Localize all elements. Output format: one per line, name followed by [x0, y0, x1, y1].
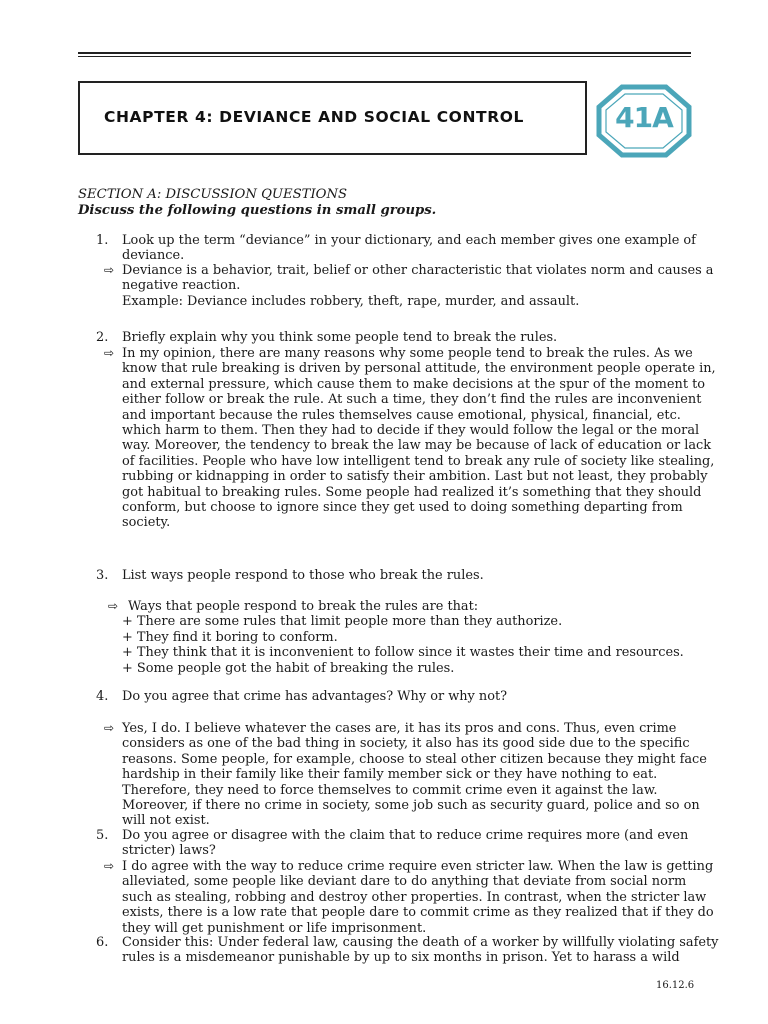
answer-text-line: of facilities. People who have low intelligent tend to break any rule of society like stealing,	[122, 453, 715, 469]
answer-text-line: + There are some rules that limit people more than they authorize.	[122, 614, 563, 630]
answer-text-line: either follow or break the rule. At such a time, they don’t find the rules are inconvenient	[122, 392, 702, 408]
chapter-title: CHAPTER 4: DEVIANCE AND SOCIAL CONTROL	[104, 108, 524, 126]
answer-text-line: Deviance is a behavior, trait, belief or other characteristic that violates norm and causes a	[122, 263, 714, 278]
top-rule	[78, 52, 691, 54]
question-text-line: deviance.	[122, 248, 185, 264]
answer-text-line: conform, but choose to ignore since they get used to doing something departing from	[122, 500, 683, 515]
answer-text-line: society.	[122, 515, 171, 531]
question-text-line: Consider this: Under federal law, causing the death of a worker by willfully violating safety	[122, 935, 719, 950]
answer-text-line: know that rule breaking is driven by personal attitude, the environment people operate in,	[122, 361, 716, 377]
question-text-line: Do you agree or disagree with the claim that to reduce crime requires more (and even	[122, 828, 689, 843]
answer-text-line: hardship in their family like their family member sick or they have nothing to eat.	[122, 767, 658, 783]
question-number: 3.	[96, 568, 109, 583]
question-number: 6.	[96, 935, 109, 950]
question-number: 4.	[96, 689, 109, 704]
answer-text-line: and important because the rules themselves cause emotional, physical, financial, etc.	[122, 407, 681, 423]
arrow-right-icon: ⇨	[104, 346, 115, 360]
answer-text-line: got habitual to breaking rules. Some people had realized it’s something that they should	[122, 484, 702, 500]
answer-text-line: way. Moreover, the tendency to break the law may be because of lack of education or lack	[122, 438, 712, 454]
arrow-right-icon: ⇨	[104, 263, 115, 277]
question-number: 1.	[96, 233, 109, 248]
answer-text-line: + Some people got the habit of breaking the rules.	[122, 660, 455, 676]
question-text-line: Briefly explain why you think some people tend to break the rules.	[122, 330, 558, 345]
question-number: 2.	[96, 330, 109, 345]
top-rule-thin	[78, 56, 691, 57]
question-text-line: Do you agree that crime has advantages? Why or why not?	[122, 689, 508, 704]
answer-text-line: I do agree with the way to reduce crime require even stricter law. When the law is getting	[122, 859, 714, 874]
section-title: SECTION A: DISCUSSION QUESTIONS	[78, 187, 348, 202]
question-text-line: List ways people respond to those who break the rules.	[122, 568, 484, 583]
question-text-line: Look up the term “deviance” in your dictionary, and each member gives one example of	[122, 233, 696, 248]
answer-text-line: and external pressure, which cause them to make decisions at the spur of the moment to	[122, 376, 706, 392]
arrow-right-icon: ⇨	[104, 721, 115, 735]
answer-text-line: + They think that it is inconvenient to follow since it wastes their time and resources.	[122, 645, 684, 661]
arrow-right-icon: ⇨	[104, 859, 115, 873]
answer-text-line: Yes, I do. I believe whatever the cases are, it has its pros and cons. Thus, even crime	[122, 721, 677, 736]
answer-text-line: Example: Deviance includes robbery, theft, rape, murder, and assault.	[122, 293, 580, 309]
answer-text-line: such as stealing, robbing and destroy other properties. In contrast, when the stricter law	[122, 889, 707, 905]
answer-text-line: negative reaction.	[122, 278, 241, 294]
answer-text-line: they will get punishment or life imprisonment.	[122, 920, 427, 936]
answer-text-line: In my opinion, there are many reasons why some people tend to break the rules. As we	[122, 346, 693, 361]
answer-text-line: Ways that people respond to break the rules are that:	[128, 599, 479, 614]
chapter-badge-number: 41A	[615, 101, 673, 134]
section-instruction: Discuss the following questions in small groups.	[78, 203, 437, 218]
answer-text-line: will not exist.	[122, 813, 210, 829]
answer-text-line: reasons. Some people, for example, choose to steal other citizen because they might face	[122, 751, 707, 767]
answer-text-line: + They find it boring to conform.	[122, 629, 338, 645]
answer-text-line: Moreover, if there no crime in society, some job such as security guard, police and so on	[122, 798, 700, 813]
question-text-line: rules is a misdemeanor punishable by up to six months in prison. Yet to harass a wild	[122, 950, 680, 966]
answer-text-line: Therefore, they need to force themselves to commit crime even it against the law.	[122, 782, 658, 798]
page-code: 16.12.6	[656, 980, 695, 991]
question-number: 5.	[96, 828, 109, 843]
answer-text-line: alleviated, some people like deviant dare to do anything that deviate from social norm	[122, 874, 687, 890]
answer-text-line: considers as one of the bad thing in society, it also has its good side due to the specific	[122, 736, 690, 752]
question-text-line: stricter) laws?	[122, 843, 216, 859]
answer-text-line: rubbing or kidnapping in order to satisfy their ambition. Last but not least, they probably	[122, 469, 708, 485]
answer-text-line: exists, there is a low rate that people dare to commit crime as they realized that if they do	[122, 905, 714, 921]
arrow-right-icon: ⇨	[108, 599, 119, 613]
answer-text-line: which harm to them. Then they had to decide if they would follow the legal or the moral	[122, 423, 700, 438]
